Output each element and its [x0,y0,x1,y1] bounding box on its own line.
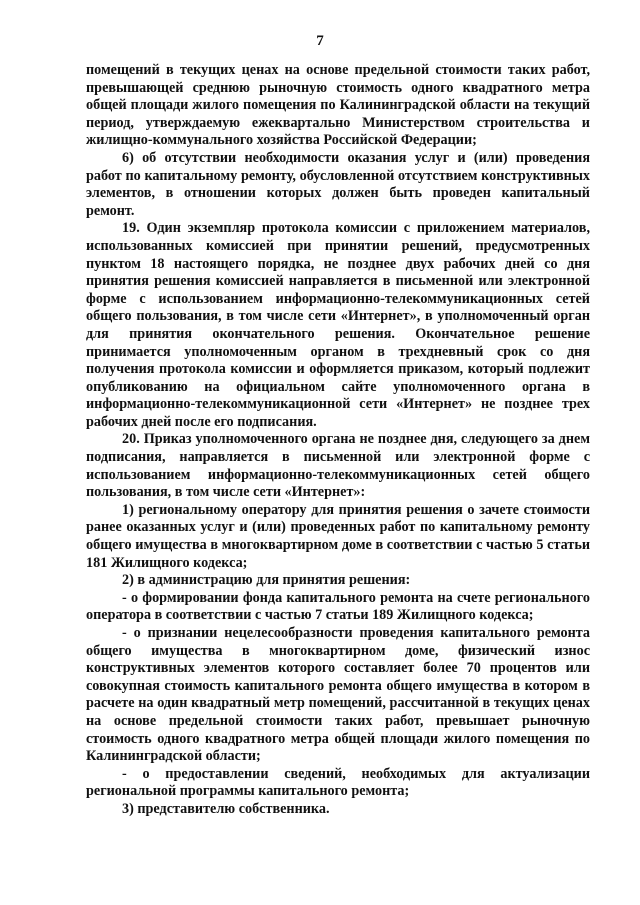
document-body [86,62,590,819]
paragraph-subitem-3: 3) представителю собственника. [122,800,330,817]
paragraph-subitem-1: 1) региональному оператору для принятия решения о зачете стоимости ранее оказанных услуг и (или) проведенных работ по капитальному ремонту общего имущества в многоквартирном доме в соответствии с частью 5 статьи 181 Жилищного кодекса; [86,501,590,571]
paragraph-dash-info: - о предоставлении сведений, необходимых для актуализации региональной программы капитального ремонта; [86,765,590,800]
paragraph-continuation: помещений в текущих ценах на основе предельной стоимости таких работ, превышающей среднюю рыночную стоимость одного квадратного метра общей площади жилого помещения по Калининградской области на текущий период, утверждаемую ежеквартально Министерством строительства и жилищно-коммунального хозяйства Российской Федерации; [86,62,590,149]
paragraph-item-6: 6) об отсутствии необходимости оказания услуг и (или) проведения работ по капитальному ремонту, обусловленной отсутствием конструктивных элементов, в отношении которых должен быть проведен капитальный ремонт. [86,149,590,219]
paragraph-clause-20: 20. Приказ уполномоченного органа не позднее дня, следующего за днем подписания, направляется в письменной или электронной форме с использованием информационно-телекоммуникационных сетей общего пользования, в том числе сети «Интернет»: [86,431,590,501]
paragraph-dash-fund: - о формировании фонда капитального ремонта на счете регионального оператора в соответствии с частью 7 статьи 189 Жилищного кодекса; [86,589,590,624]
paragraph-clause-19: 19. Один экземпляр протокола комиссии с приложением материалов, использованных комиссией при принятии решений, предусмотренных пунктом 18 настоящего порядка, не позднее двух рабочих дней со дня принятия решения комиссией направляется в письменной или электронной форме с использованием информационно-телекоммуникационных сетей общего пользования, в том числе сети «Интернет», в уполномоченный орган для принятия окончательного решения. Окончательное решение принимается уполномоченным органом в трехдневный срок со дня получения протокола комиссии и оформляется приказом, который подлежит опубликованию на официальном сайте уполномоченного органа в информационно-телекоммуникационной сети «Интернет» не позднее трех рабочих дней после его подписания. [86,220,590,430]
page-number: 7 [316,33,324,49]
paragraph-subitem-2: 2) в администрацию для принятия решения: [122,572,411,589]
paragraph-dash-inexpedience: - о признании нецелесообразности проведения капитального ремонта общего имущества в многоквартирном доме, физический износ конструктивных элементов которого составляет более 70 процентов или совокупная стоимость капитального ремонта общего имущества в котором в расчете на один квадратный метр помещений, рассчитанной в текущих ценах на основе предельной стоимости таких работ, превышает рыночную стоимость одного квадратного метра общей площади жилого помещения по Калининградской области; [86,625,590,765]
